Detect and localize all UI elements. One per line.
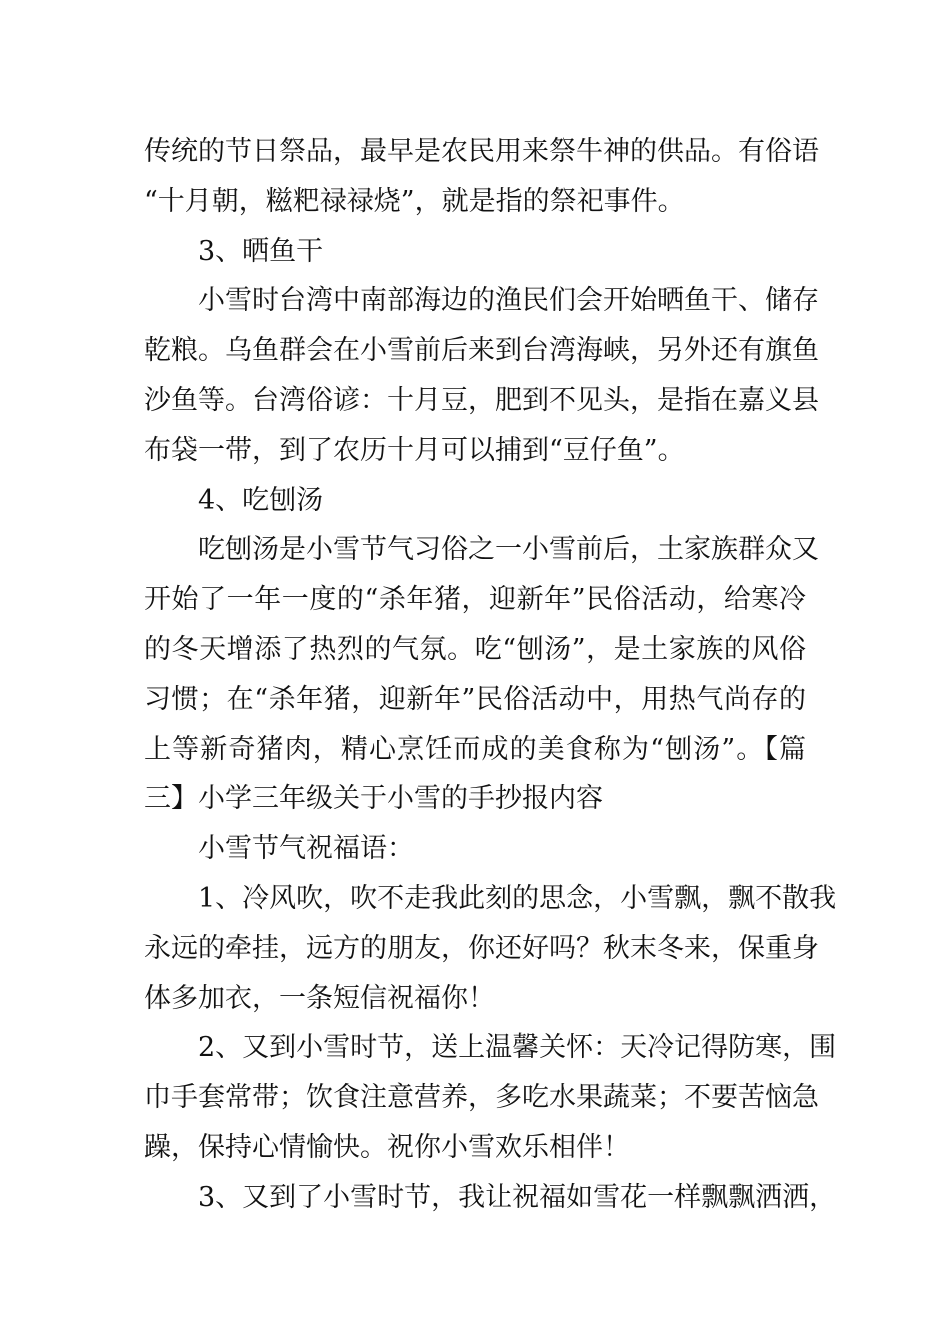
text-line: 的冬天增添了热烈的气氛。吃“刨汤”，是土家族的风俗 bbox=[144, 633, 806, 665]
text-line: 吃刨汤是小雪节气习俗之一小雪前后，土家族群众又 bbox=[198, 534, 819, 566]
text-line: 三】小学三年级关于小雪的手抄报内容 bbox=[144, 783, 603, 815]
text-line: “十月朝，糍粑禄禄烧”，就是指的祭祀事件。 bbox=[144, 185, 685, 217]
text-line: 习惯；在“杀年猪，迎新年”民俗活动中，用热气尚存的 bbox=[144, 683, 806, 715]
document-body bbox=[144, 127, 837, 1223]
text-line: 小雪时台湾中南部海边的渔民们会开始晒鱼干、储存 bbox=[198, 285, 819, 317]
section-heading: 小雪节气祝福语： bbox=[198, 833, 414, 865]
text-line: 上等新奇猪肉，精心烹饪而成的美食称为“刨汤”。【篇 bbox=[144, 733, 806, 765]
text-line: 沙鱼等。台湾俗谚：十月豆，肥到不见头，是指在嘉义县 bbox=[144, 384, 819, 416]
text-line: 躁，保持心情愉快。祝你小雪欢乐相伴！ bbox=[144, 1131, 630, 1163]
text-line: 传统的节日祭品，最早是农民用来祭牛神的供品。有俗语 bbox=[144, 136, 819, 167]
text-line: 布袋一带，到了农历十月可以捕到“豆仔鱼”。 bbox=[144, 434, 685, 466]
text-line: 3、又到了小雪时节，我让祝福如雪花一样飘飘洒洒， bbox=[198, 1181, 837, 1213]
text-line: 开始了一年一度的“杀年猪，迎新年”民俗活动，给寒冷 bbox=[144, 584, 806, 616]
text-line: 1、冷风吹，吹不走我此刻的思念，小雪飘，飘不散我 bbox=[198, 882, 837, 914]
text-line: 永远的牵挂，远方的朋友，你还好吗？秋末冬来，保重身 bbox=[144, 932, 819, 964]
section-heading: 4、吃刨汤 bbox=[198, 484, 324, 516]
text-line: 乾粮。乌鱼群会在小雪前后来到台湾海峡，另外还有旗鱼 bbox=[144, 335, 819, 367]
text-line: 体多加衣，一条短信祝福你！ bbox=[144, 982, 495, 1014]
section-heading: 3、晒鱼干 bbox=[198, 235, 324, 267]
text-line: 2、又到小雪时节，送上温馨关怀：天冷记得防寒，围 bbox=[198, 1032, 837, 1064]
text-line: 巾手套常带；饮食注意营养，多吃水果蔬菜；不要苦恼急 bbox=[144, 1082, 819, 1114]
